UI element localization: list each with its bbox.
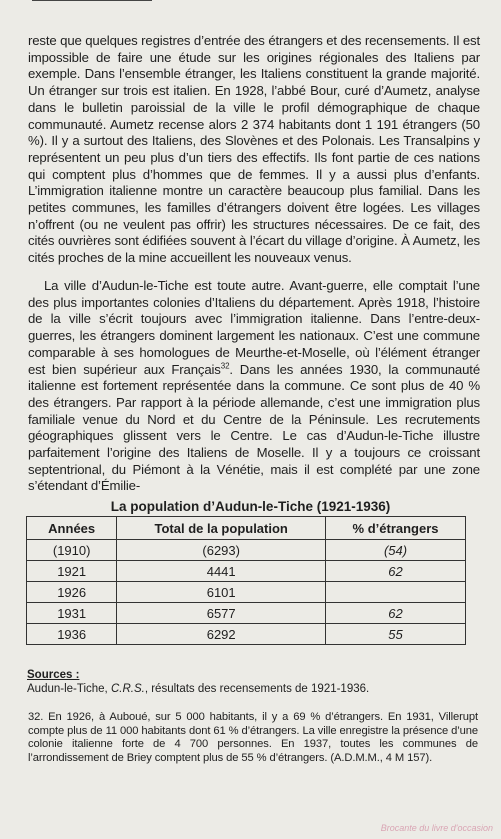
sources-note (27, 668, 477, 696)
cell-percent: 62 (326, 603, 466, 624)
paragraph-1 (28, 33, 480, 267)
sources-text (27, 682, 477, 696)
header-percent-foreigners: % d’étrangers (326, 517, 466, 540)
cell-percent: 62 (326, 561, 466, 582)
footnote-text: 32. En 1926, à Auboué, sur 5 000 habitants, il y a 69 % d’étrangers. En 1931, Villerupt compte plus de 11 000 habitants dont 61 % d’étrangers. La ville enregistre la présence d’une colonie italienne forte de 4 700 personnes. En 1937, toutes les communes de l’arrondissement de Briey comptent plus de 55 % d’étrangers. (A.D.M.M., 4 M 157). (28, 711, 478, 764)
cell-year: (1910) (27, 540, 117, 561)
sources-text-italic: C.R.S. (110, 683, 145, 695)
paragraph-2-part-1: La ville d’Audun-le-Tiche est toute autre. Avant-guerre, elle comptait l’une des plus importantes colonies d’Italiens du département. Après 1918, l’histoire de la ville s’écrit toujours avec l’immigration italienne. Dans l’entre-deux-guerres, les étrangers dominent largement les nationaux. C’est une commune comparable à ses homologues de Meurthe-et-Moselle, où l’élément étranger est bien supérieur aux Français (28, 278, 480, 377)
sources-text-prefix: Audun-le-Tiche, (27, 683, 111, 695)
top-rule (32, 0, 152, 1)
cell-total: 4441 (117, 561, 326, 582)
cell-total: 6292 (117, 624, 326, 645)
table-row (27, 582, 466, 603)
sources-label: Sources : (27, 669, 80, 681)
cell-total: (6293) (117, 540, 326, 561)
population-table (26, 516, 466, 645)
table-row (27, 603, 466, 624)
cell-year: 1926 (27, 582, 117, 603)
header-total-population: Total de la population (117, 517, 326, 540)
table-title: La population d’Audun-le-Tiche (1921-1936) (110, 499, 391, 514)
cell-percent: (54) (326, 540, 466, 561)
cell-percent (326, 582, 466, 603)
cell-year: 1936 (27, 624, 117, 645)
footnote-32 (28, 711, 478, 765)
cell-total: 6101 (117, 582, 326, 603)
watermark: Brocante du livre d'occasion (380, 823, 493, 833)
table-header-row (27, 517, 466, 540)
header-years: Années (27, 517, 117, 540)
cell-percent: 55 (326, 624, 466, 645)
table-row (27, 624, 466, 645)
paragraph-2-text (28, 278, 480, 495)
sources-text-suffix: , résultats des recensements de 1921-1936. (144, 683, 370, 695)
cell-year: 1931 (27, 603, 117, 624)
table-row (27, 561, 466, 582)
cell-year: 1921 (27, 561, 117, 582)
footnote-reference[interactable]: 32 (220, 361, 230, 371)
table-row (27, 540, 466, 561)
paragraph-2-part-2: . Dans les années 1930, la communauté italienne est fortement représentée dans la commune. Ce sont plus de 40 % des étrangers. Par rapport à la période allemande, c’est une immigration plus familiale venue du Nord et du Centre de la Péninsule. Les recrutements géographiques glissent vers le Centre. Le cas d’Audun-le-Tiche illustre parfaitement l’origine des Italiens de Moselle. Il y a toujours ce croissant septentrional, du Piémont à la Vénétie, mais il est complété par une zone s’étendant d’Émilie- (28, 361, 480, 494)
cell-total: 6577 (117, 603, 326, 624)
paragraph-1-text: reste que quelques registres d’entrée des étrangers et des recensements. Il est impossible de faire une étude sur les origines régionales des Italiens par exemple. Dans l’ensemble étranger, les Italiens constituent la grande majorité. Un étranger sur trois est italien. En 1928, l’abbé Bour, curé d’Aumetz, analyse dans le bulletin paroissial de la ville le profil démographique de chaque communauté. Aumetz recense alors 2 374 habitants dont 1 191 étrangers (50 %). Il y a surtout des Italiens, des Slovènes et des Polonais. Les Transalpins y représentent un peu plus d’un tiers des effectifs. Ils font partie de ces nations qui comptent plus d’hommes que de femmes. Il y a aussi plus d’enfants. L’immigration italienne montre un caractère beaucoup plus familial. Dans les petites communes, les familles d’étrangers doivent être logées. Les villages n’offrent (ou ne veulent pas offrir) les structures nécessaires. De ce fait, des cités ouvrières sont édifiées souvent à l’écart du village d’origine. À Aumetz, les cités proches de la mine accueillent les nouveaux venus. (28, 33, 480, 266)
paragraph-2 (28, 278, 480, 495)
